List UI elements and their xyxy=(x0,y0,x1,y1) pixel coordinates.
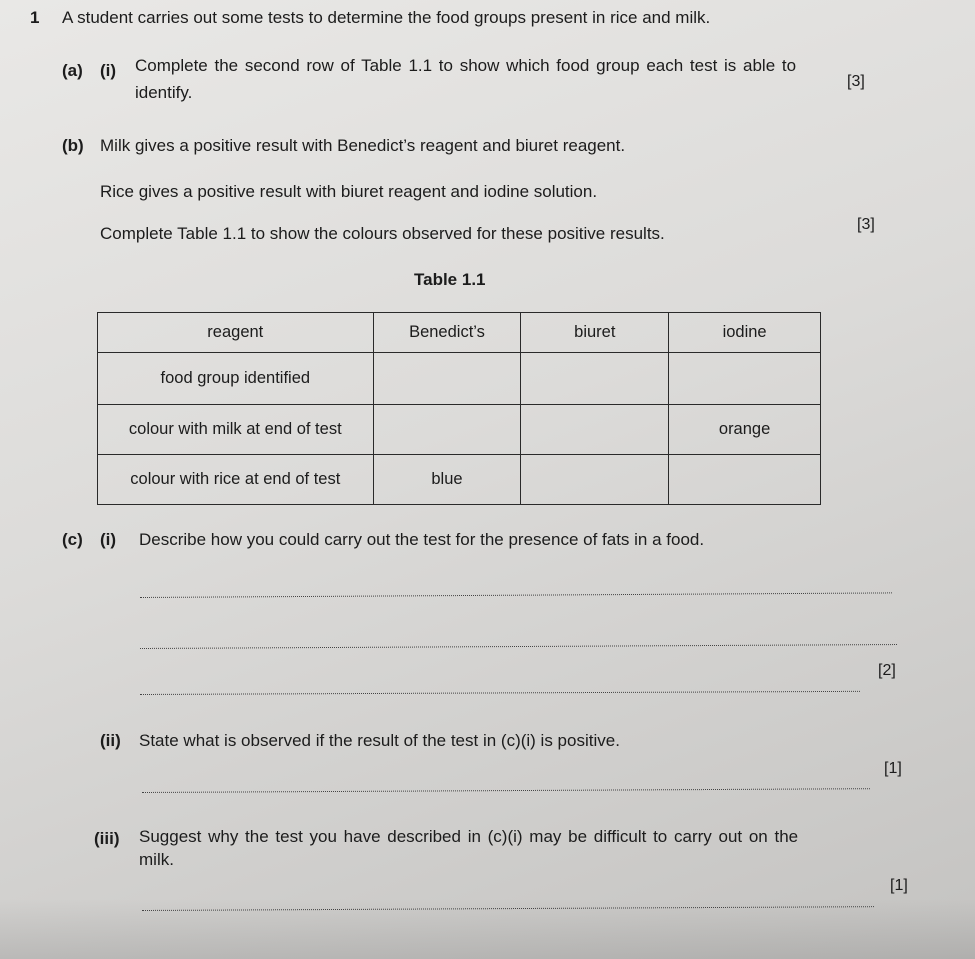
row-label-food-group: food group identified xyxy=(98,353,374,405)
milk-iodine-colour: orange xyxy=(669,405,821,455)
answer-cell-milk-benedicts[interactable] xyxy=(373,405,521,455)
table-row xyxy=(98,353,821,405)
table-row xyxy=(98,405,821,455)
part-b-line1: Milk gives a positive result with Benedict’s reagent and biuret reagent. xyxy=(100,136,626,155)
table-header-row xyxy=(98,313,821,353)
answer-line-c-i-3[interactable] xyxy=(140,691,860,695)
part-b-line3: Complete Table 1.1 to show the colours observed for these positive results. xyxy=(100,224,665,243)
part-a-i-label: (i) xyxy=(100,61,117,80)
part-c-iii-marks: [1] xyxy=(890,877,908,894)
part-c-i-label: (i) xyxy=(100,530,117,549)
part-a-text-line2: identify. xyxy=(135,83,193,102)
row-label-rice-colour: colour with rice at end of test xyxy=(98,455,374,505)
part-b-line2: Rice gives a positive result with biuret reagent and iodine solution. xyxy=(100,182,598,201)
answer-cell-food-group-iodine[interactable] xyxy=(669,353,821,405)
part-c-iii-label: (iii) xyxy=(94,829,120,848)
answer-line-c-i-2[interactable] xyxy=(140,644,897,649)
part-a-marks: [3] xyxy=(847,73,865,90)
part-c-i-text: Describe how you could carry out the test for the presence of fats in a food. xyxy=(139,530,705,549)
answer-cell-food-group-biuret[interactable] xyxy=(521,353,669,405)
header-cell-reagent: reagent xyxy=(98,313,374,353)
question-number: 1 xyxy=(30,8,40,27)
part-c-iii-text-line1: Suggest why the test you have described in (c)(i) may be difficult to carry out on the xyxy=(139,827,799,846)
part-c-ii-label: (ii) xyxy=(100,731,121,750)
answer-line-c-iii[interactable] xyxy=(142,906,874,911)
row-label-milk-colour: colour with milk at end of test xyxy=(98,405,374,455)
answer-cell-rice-iodine[interactable] xyxy=(669,455,821,505)
part-b-label: (b) xyxy=(62,136,84,155)
question-intro: A student carries out some tests to determine the food groups present in rice and milk. xyxy=(62,8,711,27)
header-cell-benedicts: Benedict’s xyxy=(373,313,521,353)
part-c-ii-text: State what is observed if the result of the test in (c)(i) is positive. xyxy=(139,731,620,750)
answer-line-c-i-1[interactable] xyxy=(140,592,892,598)
part-b-marks: [3] xyxy=(857,216,875,233)
answer-cell-food-group-benedicts[interactable] xyxy=(373,353,521,405)
part-a-text-line1: Complete the second row of Table 1.1 to show which food group each test is able to xyxy=(135,56,797,75)
answer-cell-rice-biuret[interactable] xyxy=(521,455,669,505)
part-a-label: (a) xyxy=(62,61,83,80)
header-cell-iodine: iodine xyxy=(669,313,821,353)
part-c-iii-text-line2: milk. xyxy=(139,850,174,869)
results-table xyxy=(97,312,821,505)
answer-cell-milk-biuret[interactable] xyxy=(521,405,669,455)
rice-benedicts-colour: blue xyxy=(373,455,521,505)
table-title: Table 1.1 xyxy=(414,270,486,289)
header-cell-biuret: biuret xyxy=(521,313,669,353)
part-c-i-marks: [2] xyxy=(878,662,896,679)
part-c-label: (c) xyxy=(62,530,83,549)
part-c-ii-marks: [1] xyxy=(884,760,902,777)
table-row xyxy=(98,455,821,505)
answer-line-c-ii[interactable] xyxy=(142,788,870,793)
